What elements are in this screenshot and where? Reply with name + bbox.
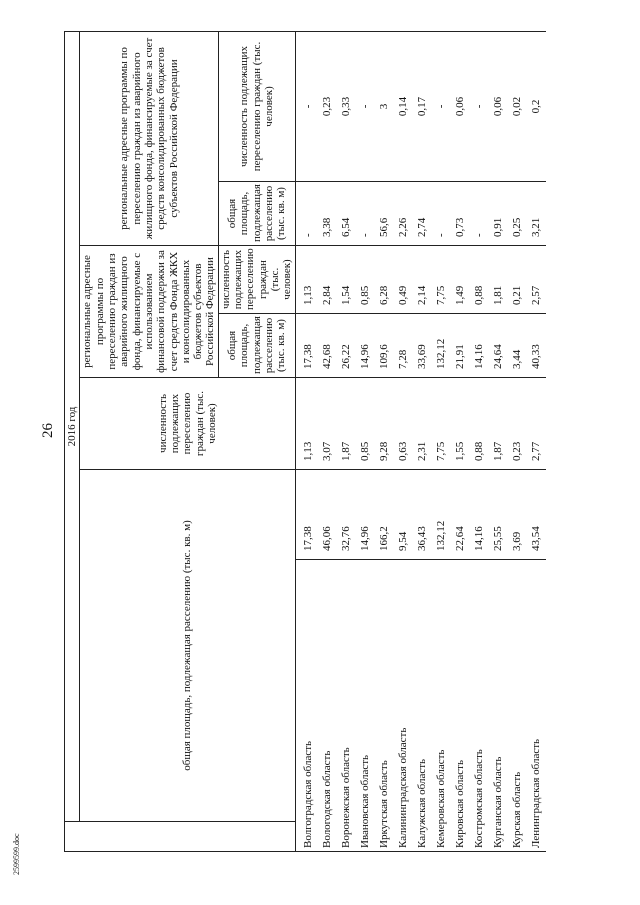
total-area-header: общая площадь, подлежащая расселению (тыс. кв. м) xyxy=(80,470,295,822)
total-people-cell: 2,77 xyxy=(527,378,546,470)
total-area-cell: 32,76 xyxy=(337,470,356,560)
total-people-cell: 7,75 xyxy=(432,378,451,470)
table-row xyxy=(413,31,432,851)
budget-area-header: общая площадь, подлежащая расселению (тыс. кв. м) xyxy=(218,182,295,246)
fund-area-cell: 14,96 xyxy=(356,314,375,378)
region-cell: Кемеровская область xyxy=(432,560,451,852)
budget-people-cell: 0,23 xyxy=(318,31,337,181)
fund-area-cell: 21,91 xyxy=(451,314,470,378)
rotated-table-container xyxy=(64,37,572,852)
total-people-cell: 1,55 xyxy=(451,378,470,470)
budget-people-header: численность подлежащих переселению граждан (тыс. человек) xyxy=(218,31,295,181)
fund-people-cell: 0,85 xyxy=(356,246,375,314)
budget-people-cell: 0,02 xyxy=(508,31,527,181)
region-cell: Костромская область xyxy=(470,560,489,852)
total-people-cell: 1,87 xyxy=(337,378,356,470)
region-cell: Иркутская область xyxy=(375,560,394,852)
table-row xyxy=(295,31,318,851)
fund-area-header: общая площадь, подлежащая расселению (тыс. кв. м) xyxy=(218,314,295,378)
region-cell: Вологодская область xyxy=(318,560,337,852)
region-cell: Ивановская область xyxy=(356,560,375,852)
fund-area-cell: 14,16 xyxy=(470,314,489,378)
total-area-cell: 36,43 xyxy=(413,470,432,560)
fund-area-cell: 132,12 xyxy=(432,314,451,378)
total-people-cell: 0,23 xyxy=(508,378,527,470)
fund-area-cell: 109,6 xyxy=(375,314,394,378)
fund-area-cell: 26,22 xyxy=(337,314,356,378)
fund-area-cell: 24,64 xyxy=(489,314,508,378)
budget-people-cell: 0,06 xyxy=(451,31,470,181)
fund-programs-header: региональные адресные программы по переселению граждан из аварийного жилищного фонда, финансируемые с использованием финансовой поддержки за счет средств Фонда ЖКХ и консолидированных бюджетов субъектов Российской Федерации xyxy=(80,246,218,378)
budget-area-cell: 2,26 xyxy=(394,182,413,246)
budget-people-cell: 3 xyxy=(375,31,394,181)
region-header xyxy=(65,822,296,852)
fund-people-cell: 1,54 xyxy=(337,246,356,314)
budget-area-cell: - xyxy=(295,182,318,246)
region-cell: Волгоградская область xyxy=(295,560,318,852)
fund-people-cell: 0,88 xyxy=(470,246,489,314)
budget-area-cell: 3,38 xyxy=(318,182,337,246)
budget-area-cell: 6,54 xyxy=(337,182,356,246)
table-row xyxy=(432,31,451,851)
fund-people-cell: 2,14 xyxy=(413,246,432,314)
total-people-cell: 0,85 xyxy=(356,378,375,470)
year-header: 2016 год xyxy=(65,31,80,821)
budget-area-cell: - xyxy=(432,182,451,246)
table-row xyxy=(451,31,470,851)
budget-area-cell: 0,25 xyxy=(508,182,527,246)
budget-area-cell: 56,6 xyxy=(375,182,394,246)
fund-area-cell: 42,68 xyxy=(318,314,337,378)
budget-people-cell: 0,17 xyxy=(413,31,432,181)
resettlement-table xyxy=(64,31,546,852)
total-people-cell: 9,28 xyxy=(375,378,394,470)
total-people-cell: 0,63 xyxy=(394,378,413,470)
total-area-cell: 14,96 xyxy=(356,470,375,560)
fund-area-cell: 33,69 xyxy=(413,314,432,378)
fund-people-cell: 0,49 xyxy=(394,246,413,314)
total-area-cell: 25,55 xyxy=(489,470,508,560)
table-row xyxy=(508,31,527,851)
fund-area-cell: 40,33 xyxy=(527,314,546,378)
fund-people-cell: 0,21 xyxy=(508,246,527,314)
total-area-cell: 22,64 xyxy=(451,470,470,560)
table-row xyxy=(318,31,337,851)
total-area-cell: 3,69 xyxy=(508,470,527,560)
budget-area-cell: - xyxy=(356,182,375,246)
fund-people-header: численность подлежащих переселению граждан (тыс. человек) xyxy=(218,246,295,314)
footer-filename: 2599599.doc xyxy=(12,833,21,875)
budget-area-cell: 0,73 xyxy=(451,182,470,246)
table-row xyxy=(470,31,489,851)
region-cell: Ленинградская область xyxy=(527,560,546,852)
total-area-cell: 132,12 xyxy=(432,470,451,560)
total-area-cell: 17,38 xyxy=(295,470,318,560)
total-people-cell: 0,88 xyxy=(470,378,489,470)
budget-people-cell: - xyxy=(432,31,451,181)
total-people-cell: 1,13 xyxy=(295,378,318,470)
table-row xyxy=(394,31,413,851)
fund-people-cell: 2,57 xyxy=(527,246,546,314)
fund-area-cell: 7,28 xyxy=(394,314,413,378)
budget-area-cell: 0,91 xyxy=(489,182,508,246)
total-people-cell: 1,87 xyxy=(489,378,508,470)
region-cell: Воронежская область xyxy=(337,560,356,852)
total-area-cell: 9,54 xyxy=(394,470,413,560)
table-row xyxy=(489,31,508,851)
total-people-header: численность подлежащих переселению граждан (тыс. человек) xyxy=(80,378,295,470)
region-cell: Калининградская область xyxy=(394,560,413,852)
total-area-cell: 14,16 xyxy=(470,470,489,560)
budget-people-cell: - xyxy=(295,31,318,181)
total-area-cell: 166,2 xyxy=(375,470,394,560)
total-area-cell: 46,06 xyxy=(318,470,337,560)
table-row xyxy=(337,31,356,851)
budget-people-cell: - xyxy=(356,31,375,181)
budget-people-cell: 0,33 xyxy=(337,31,356,181)
region-cell: Кировская область xyxy=(451,560,470,852)
total-people-cell: 2,31 xyxy=(413,378,432,470)
fund-area-cell: 17,38 xyxy=(295,314,318,378)
budget-people-cell: 0,06 xyxy=(489,31,508,181)
budget-area-cell: - xyxy=(470,182,489,246)
region-cell: Калужская область xyxy=(413,560,432,852)
fund-people-cell: 1,81 xyxy=(489,246,508,314)
budget-people-cell: 0,14 xyxy=(394,31,413,181)
region-cell: Курская область xyxy=(508,560,527,852)
region-cell: Курганская область xyxy=(489,560,508,852)
page-number: 26 xyxy=(40,423,56,438)
budget-people-cell: - xyxy=(470,31,489,181)
fund-people-cell: 6,28 xyxy=(375,246,394,314)
fund-area-cell: 3,44 xyxy=(508,314,527,378)
table-body xyxy=(295,31,546,851)
fund-people-cell: 1,49 xyxy=(451,246,470,314)
table-row xyxy=(375,31,394,851)
budget-programs-header: региональные адресные программы по переселению граждан из аварийного жилищного фонда, финансируемые за счет средств консолидированных бюджетов субъектов Российской Федерации xyxy=(80,31,218,245)
budget-people-cell: 0,2 xyxy=(527,31,546,181)
fund-people-cell: 1,13 xyxy=(295,246,318,314)
total-area-cell: 43,54 xyxy=(527,470,546,560)
fund-people-cell: 2,84 xyxy=(318,246,337,314)
total-people-cell: 3,07 xyxy=(318,378,337,470)
budget-area-cell: 3,21 xyxy=(527,182,546,246)
table-row xyxy=(527,31,546,851)
budget-area-cell: 2,74 xyxy=(413,182,432,246)
table-row xyxy=(356,31,375,851)
fund-people-cell: 7,75 xyxy=(432,246,451,314)
